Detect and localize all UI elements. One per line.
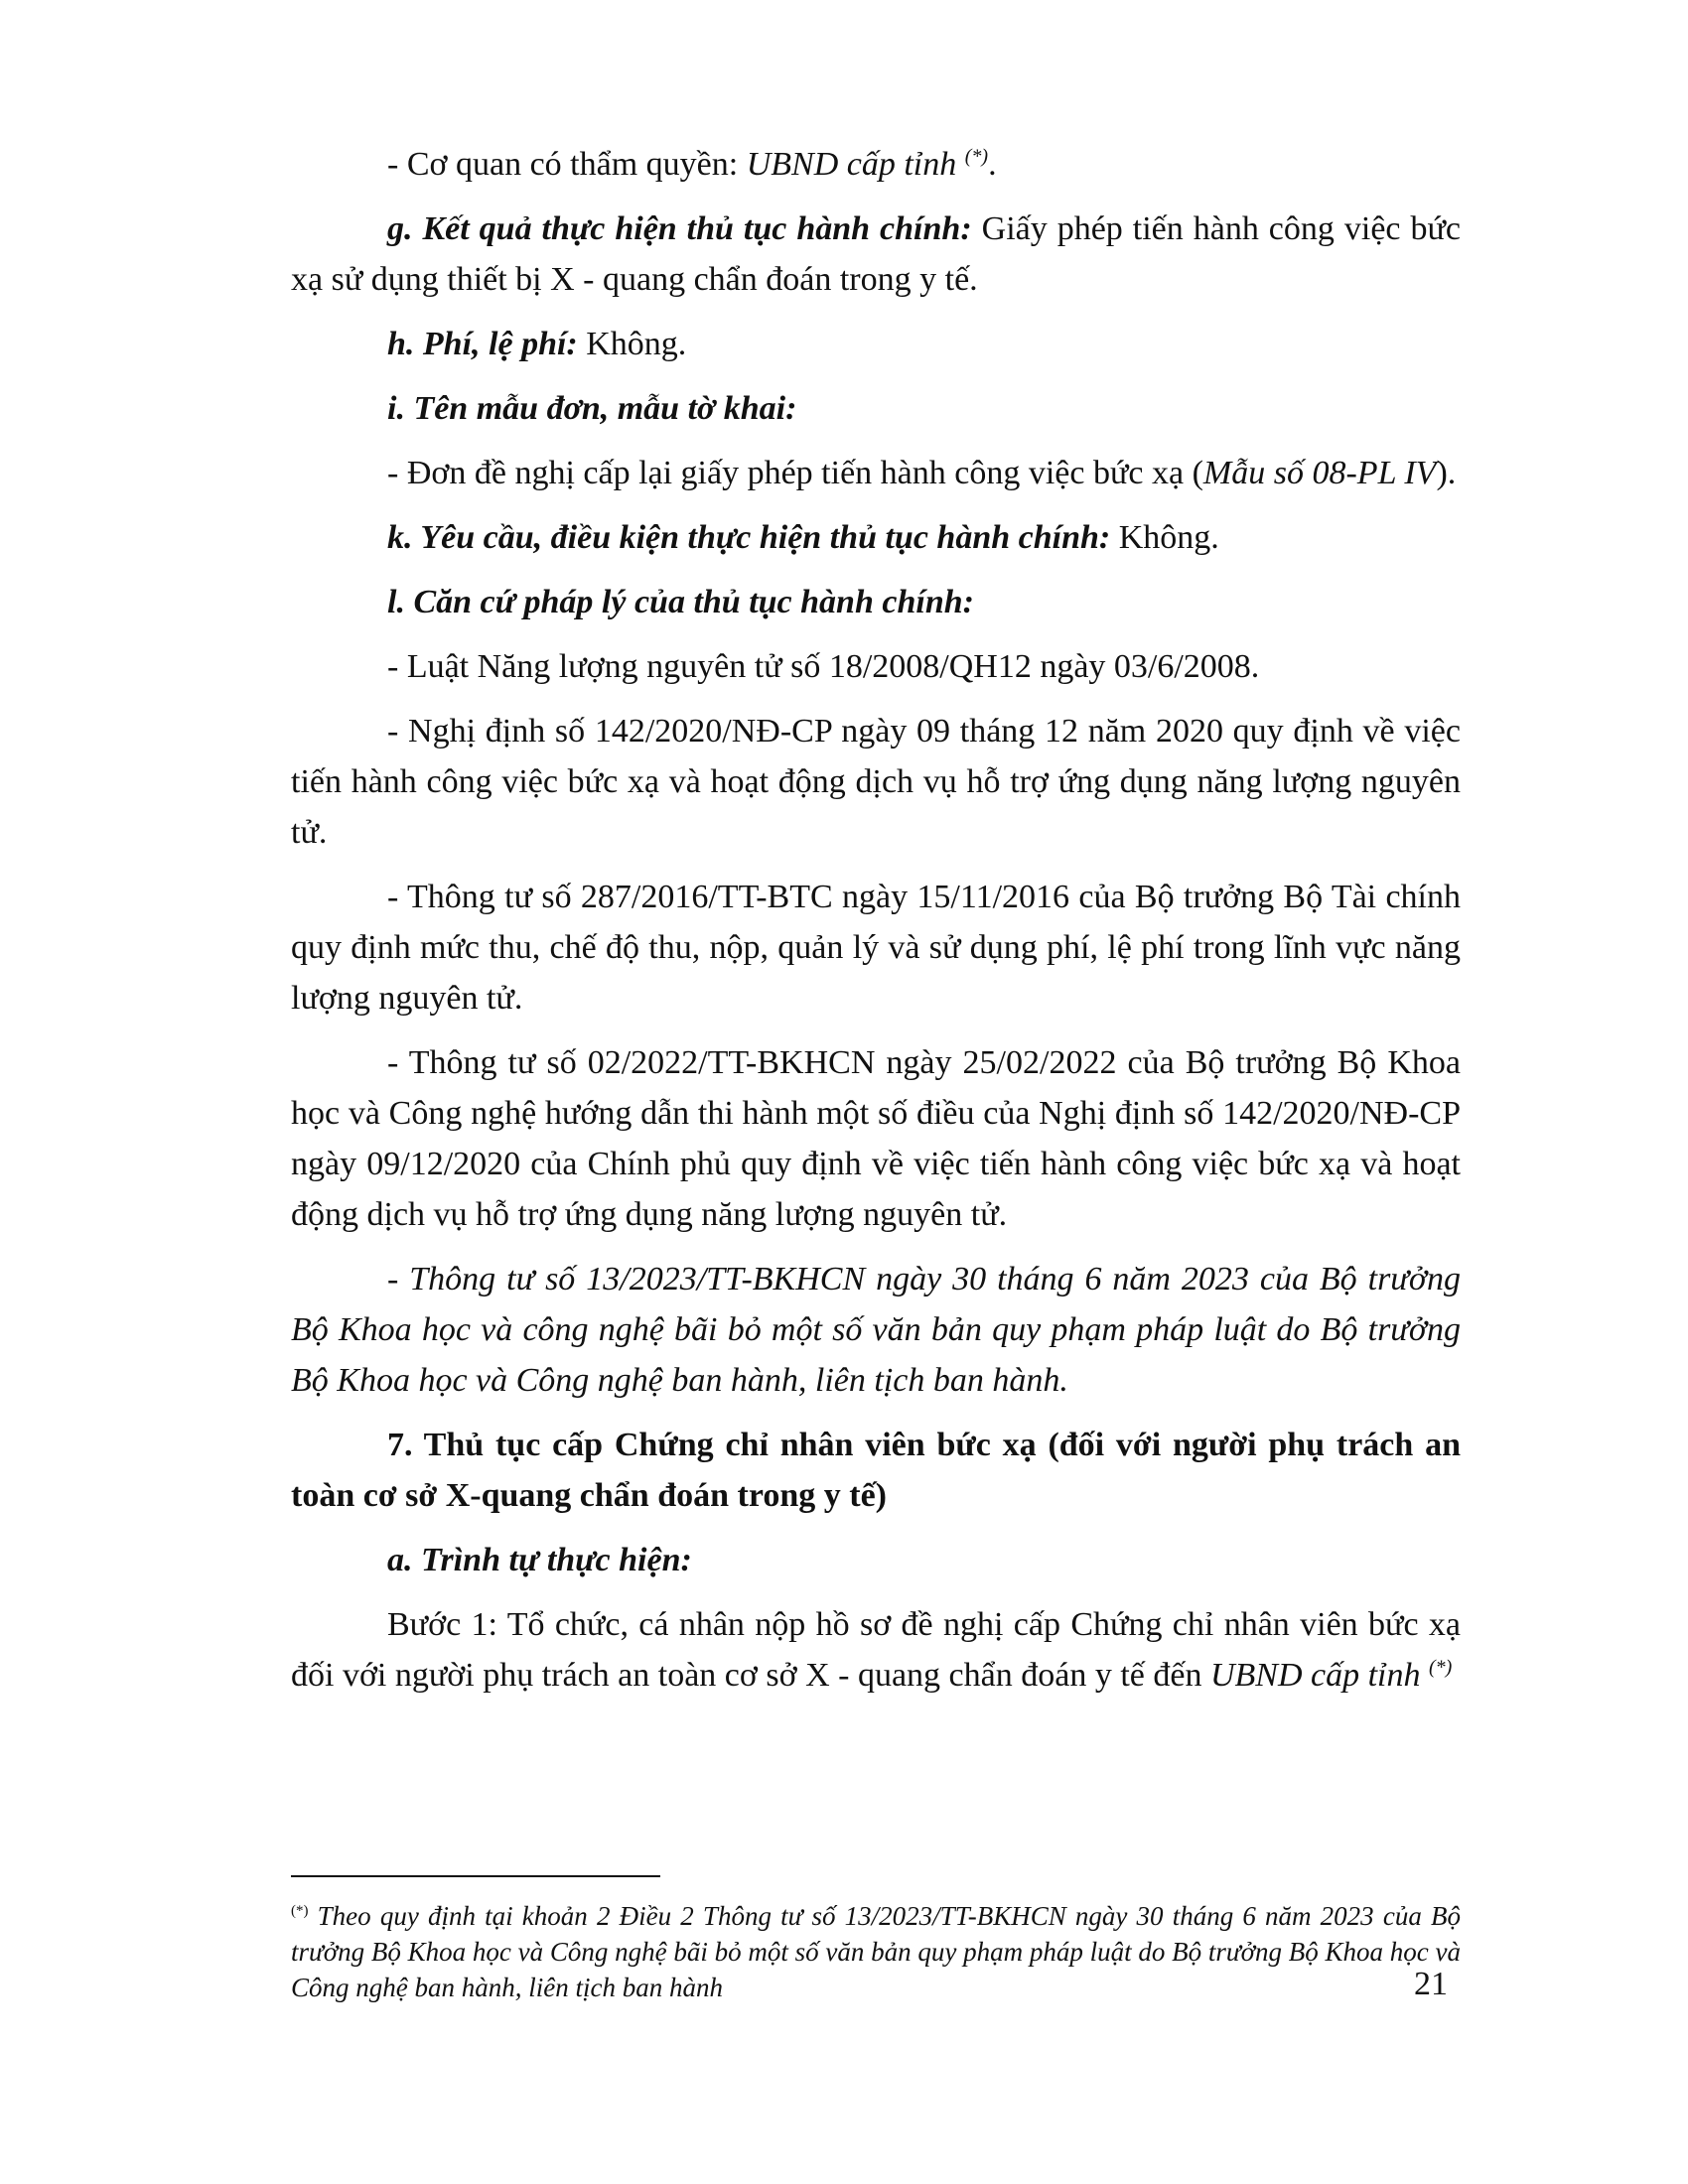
legal-basis-5: - Thông tư số 13/2023/TT-BKHCN ngày 30 tháng 6 năm 2023 của Bộ trưởng Bộ Khoa học và công nghệ bãi bỏ một số văn bản quy phạm pháp luật do Bộ trưởng Bộ Khoa học và Công nghệ ban hành, liên tịch ban hành. (291, 1261, 1461, 1399)
footnote-ref: (*) (964, 145, 989, 168)
section-g-heading: g. Kết quả thực hiện thủ tục hành chính: (387, 210, 972, 247)
section-i-heading: i. Tên mẫu đơn, mẫu tờ khai: (387, 390, 797, 427)
section-l-heading: l. Căn cứ pháp lý của thủ tục hành chính: (387, 584, 974, 620)
section-k-heading: k. Yêu cầu, điều kiện thực hiện thủ tục hành chính: (387, 519, 1111, 556)
legal-basis-3: - Thông tư số 287/2016/TT-BTC ngày 15/11/2016 của Bộ trưởng Bộ Tài chính quy định mức thu, chế độ thu, nộp, quản lý và sử dụng phí, lệ phí trong lĩnh vực năng lượng nguyên tử. (291, 879, 1461, 1017)
footnote-marker: (*) (291, 1903, 309, 1919)
punct: ). (1436, 455, 1457, 491)
footnote-text: Theo quy định tại khoản 2 Điều 2 Thông tư số 13/2023/TT-BKHCN ngày 30 tháng 6 năm 2023 của Bộ trưởng Bộ Khoa học và Công nghệ bãi bỏ một số văn bản quy phạm pháp luật do Bộ trưởng Bộ Khoa học và Công nghệ ban hành, liên tịch ban hành (291, 1901, 1461, 2002)
form-code: Mẫu số 08-PL IV (1202, 455, 1437, 491)
section-7-heading: 7. Thủ tục cấp Chứng chỉ nhân viên bức xạ (đối với người phụ trách an toàn cơ sở X-quang chẩn đoán trong y tế) (291, 1427, 1461, 1514)
legal-basis-4: - Thông tư số 02/2022/TT-BKHCN ngày 25/02/2022 của Bộ trưởng Bộ Khoa học và Công nghệ hướng dẫn thi hành một số điều của Nghị định số 142/2020/NĐ-CP ngày 09/12/2020 của Chính phủ quy định về việc tiến hành công việc bức xạ và hoạt động dịch vụ hỗ trợ ứng dụng năng lượng nguyên tử. (291, 1044, 1461, 1233)
section-a-heading: a. Trình tự thực hiện: (387, 1542, 692, 1578)
section-h (291, 319, 1461, 369)
authority-label: - Cơ quan có thẩm quyền: (387, 146, 747, 183)
section-a (291, 1535, 1461, 1585)
document-body (291, 139, 1461, 1701)
section-k (291, 512, 1461, 563)
footnote (291, 1898, 1461, 2005)
legal-basis-2: - Nghị định số 142/2020/NĐ-CP ngày 09 tháng 12 năm 2020 quy định về việc tiến hành công việc bức xạ và hoạt động dịch vụ hỗ trợ ứng dụng năng lượng nguyên tử. (291, 713, 1461, 851)
section-l (291, 577, 1461, 627)
section-g (291, 204, 1461, 305)
legal-basis-1: - Luật Năng lượng nguyên tử số 18/2008/QH12 ngày 03/6/2008. (387, 648, 1260, 685)
form-text: - Đơn đề nghị cấp lại giấy phép tiến hành công việc bức xạ ( (387, 455, 1203, 491)
section-i (291, 383, 1461, 434)
section-h-text: Không. (577, 326, 687, 362)
footnote-ref: (*) (1429, 1656, 1453, 1679)
section-h-heading: h. Phí, lệ phí: (387, 326, 578, 362)
step-1 (291, 1599, 1461, 1701)
authority-value: UBND cấp tỉnh (746, 146, 965, 183)
footnote-separator (291, 1875, 660, 1877)
punct: . (988, 146, 997, 183)
section-i-item (291, 448, 1461, 498)
step-1-text: Bước 1: Tổ chức, cá nhân nộp hồ sơ đề nghị cấp Chứng chỉ nhân viên bức xạ đối với người phụ trách an toàn cơ sở X - quang chẩn đoán y tế đến (291, 1606, 1461, 1694)
step-1-authority: UBND cấp tỉnh (1209, 1657, 1429, 1694)
authority-line (291, 139, 1461, 190)
page-number: 21 (1414, 1966, 1448, 2002)
section-k-text: Không. (1110, 519, 1219, 556)
section-g-text: Giấy phép tiến hành công việc bức xạ sử dụng thiết bị X - quang chẩn đoán trong y tế. (291, 210, 1461, 298)
